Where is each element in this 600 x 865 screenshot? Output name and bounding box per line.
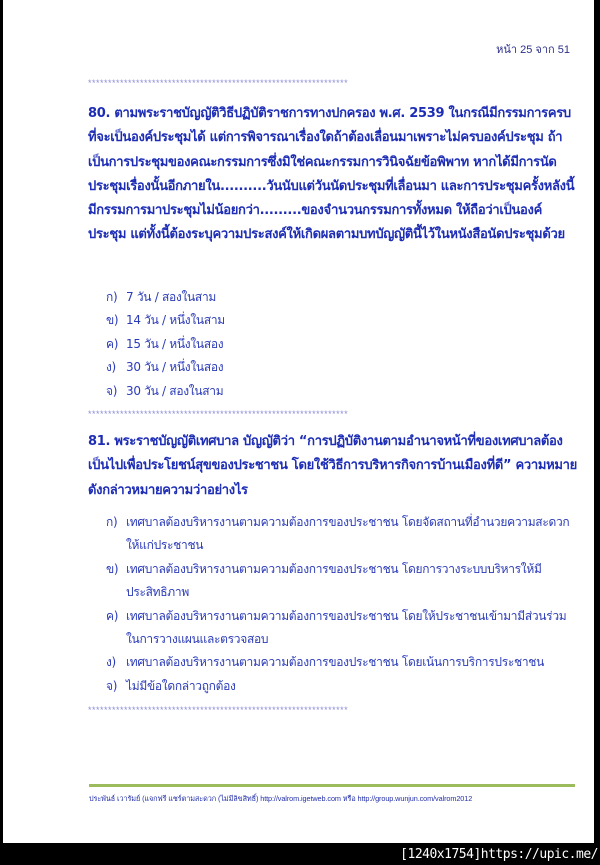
document-page bbox=[3, 0, 594, 843]
choice-a bbox=[106, 286, 576, 309]
choice-text: 15 วัน / หนึ่งในสอง bbox=[126, 336, 224, 351]
choice-mark: ก) bbox=[106, 290, 118, 304]
choice-text: 7 วัน / สองในสาม bbox=[126, 290, 216, 304]
separator-middle: ***************************************************************** bbox=[88, 409, 349, 419]
question-81: 81. พระราชบัญญัติเทศบาล บัญญัติว่า “การปฏิบัติงานตามอำนาจหน้าที่ของเทศบาลต้องเป็นไปเพื่อประโยชน์สุขของประชาชน โดยใช้วิธีการบริหารกิจการบ้านเมืองที่ดี” ความหมายดังกล่าวหมายความว่าอย่างไร bbox=[88, 434, 577, 498]
choice-e bbox=[106, 380, 576, 403]
choice-text: เทศบาลต้องบริหารงานตามความต้องการของประชาชน โดยให้ประชาชนเข้ามามีส่วนร่วมในการวางแผนและตรวจสอบ bbox=[126, 608, 567, 647]
choice-a bbox=[106, 511, 576, 558]
choice-mark: ข) bbox=[106, 313, 119, 328]
choice-text: เทศบาลต้องบริหารงานตามความต้องการของประชาชน โดยการวางระบบบริหารให้มีประสิทธิภาพ bbox=[126, 561, 542, 600]
image-host-watermark: [1240x1754]https://upic.me/ bbox=[400, 847, 598, 862]
choice-mark: จ) bbox=[106, 678, 118, 693]
choice-mark: ค) bbox=[106, 336, 119, 351]
choice-e bbox=[106, 675, 576, 698]
footer-credit: ประพันธ์ เวารัมย์ (แจกฟรี แชร์ตามสะดวก (ไม่มีลิขสิทธิ์) http://valrom.igetweb.com หรือ http://group.wunjun.com/valrom2012 bbox=[89, 794, 473, 803]
choices-question-81 bbox=[106, 511, 576, 698]
choices-question-80 bbox=[106, 286, 576, 403]
separator-top: ***************************************************************** bbox=[88, 78, 349, 88]
choice-d bbox=[106, 356, 576, 379]
choice-b bbox=[106, 309, 576, 332]
choice-mark: ง) bbox=[106, 360, 116, 375]
question-80: 80. ตามพระราชบัญญัติวิธีปฏิบัติราชการทางปกครอง พ.ศ. 2539 ในกรณีมีกรรมการครบที่จะเป็นองค์ประชุมได้ แต่การพิจารณาเรื่องใดถ้าต้องเลื่อนมาเพราะไม่ครบองค์ประชุม ถ้าเป็นการประชุมของคณะกรรมการซึ่งมิใช่คณะกรรมการวินิจฉัยข้อพิพาท หากได้มีการนัดประชุมเรื่องนั้นอีกภายใน..........วันนับแต่วันนัดประชุมที่เลื่อนมา และการประชุมครั้งหลังนี้มีกรรมการมาประชุมไม่น้อยกว่า.........ของจำนวนกรรมการทั้งหมด ให้ถือว่าเป็นองค์ประชุม แต่ทั้งนี้ต้องระบุความประสงค์ให้เกิดผลตามบทบัญญัตินี้ไว้ในหนังสือนัดประชุมด้วย bbox=[88, 106, 575, 243]
page-number: หน้า 25 จาก 51 bbox=[496, 44, 570, 56]
choice-c bbox=[106, 605, 576, 652]
choice-mark: ง) bbox=[106, 655, 116, 670]
choice-text: เทศบาลต้องบริหารงานตามความต้องการของประชาชน โดยจัดสถานที่อำนวยความสะดวกให้แก่ประชาชน bbox=[126, 515, 570, 553]
choice-d bbox=[106, 651, 576, 674]
choice-mark: ก) bbox=[106, 515, 118, 529]
choice-text: ไม่มีข้อใดกล่าวถูกต้อง bbox=[126, 678, 236, 693]
choice-mark: ค) bbox=[106, 608, 119, 623]
choice-text: 30 วัน / สองในสาม bbox=[126, 383, 224, 398]
choice-c bbox=[106, 333, 576, 356]
separator-bottom: ***************************************************************** bbox=[88, 705, 349, 715]
choice-mark: จ) bbox=[106, 383, 118, 398]
choice-text: 14 วัน / หนึ่งในสาม bbox=[126, 313, 225, 328]
choice-mark: ข) bbox=[106, 561, 119, 576]
choice-text: 30 วัน / หนึ่งในสอง bbox=[126, 360, 224, 375]
footer-divider bbox=[89, 784, 575, 787]
choice-b bbox=[106, 558, 576, 605]
choice-text: เทศบาลต้องบริหารงานตามความต้องการของประชาชน โดยเน้นการบริการประชาชน bbox=[126, 655, 545, 670]
